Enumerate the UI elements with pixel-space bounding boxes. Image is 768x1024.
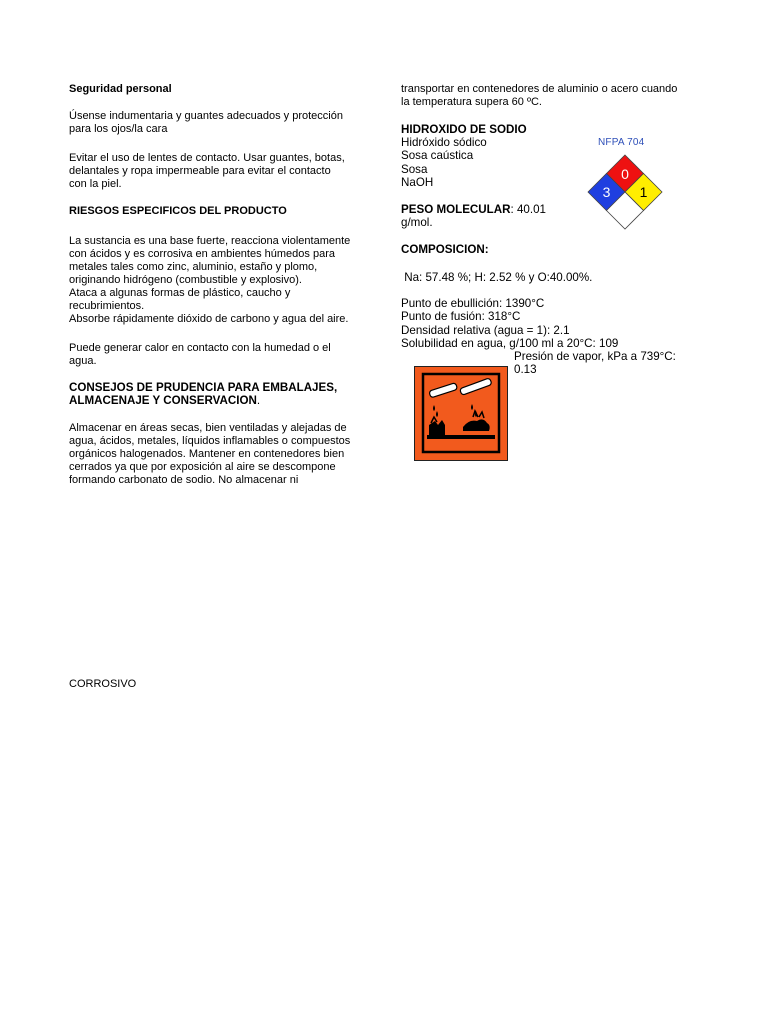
composicion-heading: COMPOSICION: (401, 243, 489, 256)
transport-text: transportar en contenedores de aluminio o acero cuando la temperatura supera 60 ºC. (401, 83, 678, 108)
consejos-paragraph: Almacenar en áreas secas, bien ventiladas y alejadas de agua, ácidos, metales, líquidos inflamables o compuestos orgánicos halogenados. Mantener en contenedores bien cerrados ya que por exposición al aire se descompone formando carbonato de sodio. No almacenar ni (69, 422, 351, 486)
consejos-heading-dot: . (256, 394, 261, 408)
presion-vapor: Presión de vapor, kPa a 739°C: 0.13 (514, 350, 676, 377)
seguridad-paragraph-1: Úsense indumentaria y guantes adecuados y protección para los ojos/la cara (69, 110, 343, 135)
corrosivo-label: CORROSIVO (69, 678, 137, 690)
seguridad-paragraph-2: Evitar el uso de lentes de contacto. Usar guantes, botas, delantales y ropa impermeable para evitar el contacto con la piel. (69, 152, 345, 190)
seguridad-personal-heading: Seguridad personal (69, 83, 172, 95)
riesgos-paragraph-1: La sustancia es una base fuerte, reacciona violentamente con ácidos y es corrosiva en ambientes húmedos para metales tales como zinc, aluminio, estaño y plomo, originando hidrógeno (combustible y explosivo). Ataca a algunas formas de plástico, caucho y recubrimientos. Absorbe rápidamente dióxido de carbono y agua del aire. (69, 235, 351, 325)
composicion-text: Na: 57.48 %; H: 2.52 % y O:40.00%. (401, 271, 593, 284)
consejos-heading (69, 381, 337, 408)
peso-molecular (401, 203, 546, 230)
synonyms-list: Hidróxido sódico Sosa caústica Sosa NaOH (401, 136, 487, 189)
peso-molecular-label: PESO MOLECULAR (401, 203, 511, 216)
nfpa-diamond-icon (587, 154, 663, 230)
hidroxido-heading: HIDROXIDO DE SODIO (401, 123, 527, 136)
riesgos-heading: RIESGOS ESPECIFICOS DEL PRODUCTO (69, 205, 287, 217)
nfpa-health-value: 3 (602, 184, 611, 200)
corrosive-pictogram (414, 366, 508, 461)
consejos-heading-text: CONSEJOS DE PRUDENCIA PARA EMBALAJES, ALMACENAJE Y CONSERVACION (69, 381, 338, 408)
riesgos-paragraph-2: Puede generar calor en contacto con la humedad o el agua. (69, 342, 331, 367)
nfpa-reactivity-value: 1 (639, 184, 648, 200)
physical-properties: Punto de ebullición: 1390°C Punto de fusión: 318°C Densidad relativa (agua = 1): 2.1 Solubilidad en agua, g/100 ml a 20°C: 109 (401, 297, 619, 350)
corrosive-pictogram-icon (415, 367, 507, 460)
peso-molecular-value: : 40.01 g/mol. (401, 203, 546, 230)
nfpa-704-diamond (582, 137, 672, 232)
nfpa-flammability-value: 0 (621, 166, 629, 182)
nfpa-title: NFPA 704 (598, 137, 645, 148)
